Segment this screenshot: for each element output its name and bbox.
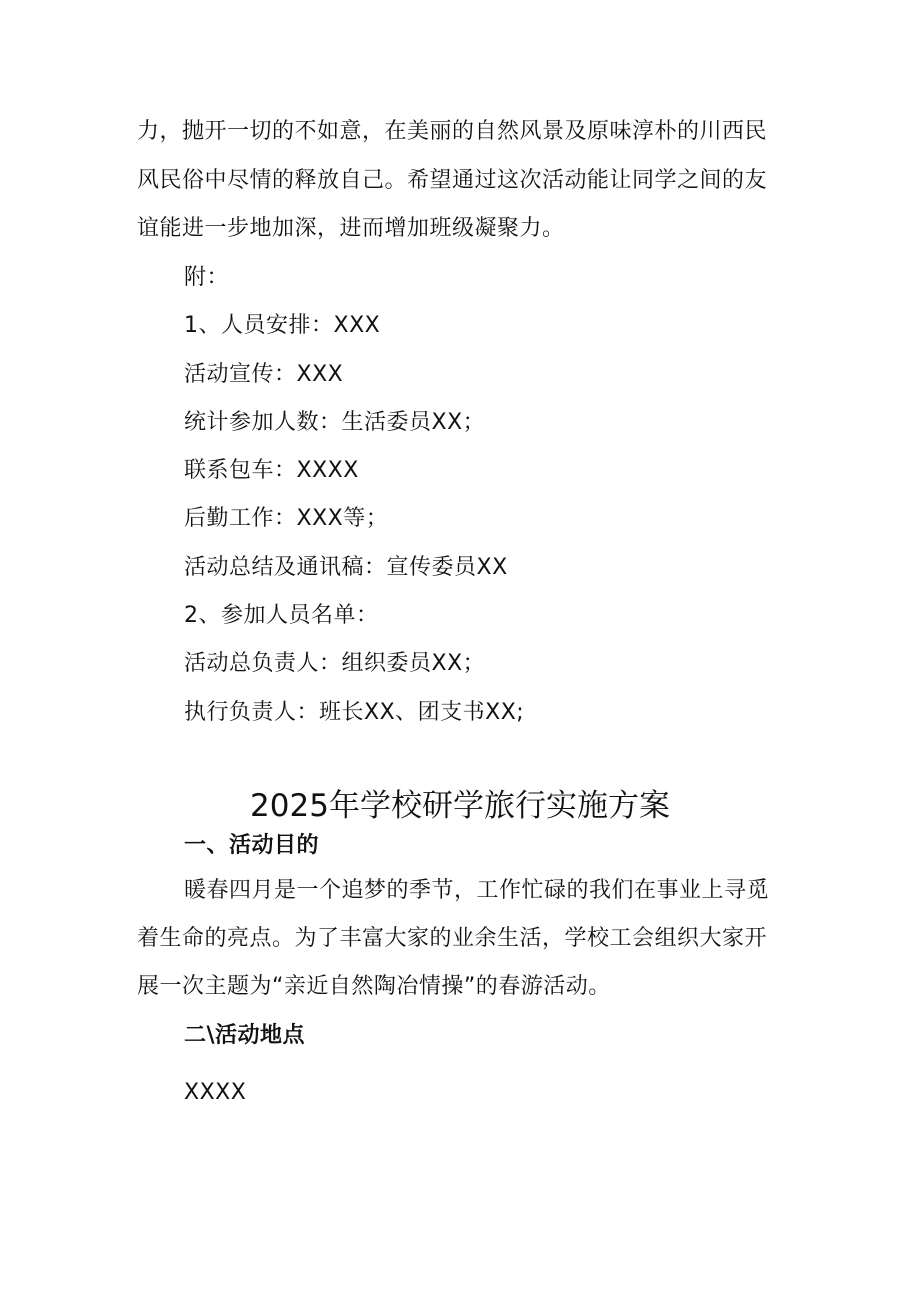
paragraph-line: 展一次主题为“亲近自然陶冶情操”的春游活动。 xyxy=(137,974,611,999)
paragraph-line: 风民俗中尽情的释放自己。希望通过这次活动能让同学之间的友 xyxy=(137,168,768,193)
location-value: XXXX xyxy=(184,1080,247,1105)
appendix-label: 附： xyxy=(184,265,230,290)
appendix-item: 统计参加人数：生活委员XX； xyxy=(184,410,486,435)
appendix-item: 执行负责人：班长XX、团支书XX; xyxy=(184,700,525,725)
appendix-item: 2、参加人员名单： xyxy=(184,603,379,628)
appendix-item: 1、人员安排：XXX xyxy=(184,313,381,338)
appendix-item: 活动总结及通讯稿：宣传委员XX xyxy=(184,555,508,580)
section-heading-purpose: 一、活动目的 xyxy=(184,833,320,858)
paragraph-line: 着生命的亮点。为了丰富大家的业余生活，学校工会组织大家开 xyxy=(137,926,768,951)
paragraph-line: 暖春四月是一个追梦的季节，工作忙碌的我们在事业上寻觅 xyxy=(184,878,770,903)
section-heading-location: 二\活动地点 xyxy=(184,1023,306,1048)
appendix-item: 后勤工作：XXX等； xyxy=(184,506,389,531)
appendix-item: 活动总负责人：组织委员XX； xyxy=(184,651,486,676)
document-title: 2025年学校研学旅行实施方案 xyxy=(250,788,670,824)
paragraph-line: 谊能进一步地加深，进而增加班级凝聚力。 xyxy=(137,216,565,241)
paragraph-line: 力，抛开一切的不如意，在美丽的自然风景及原味淳朴的川西民 xyxy=(137,119,768,144)
appendix-item: 活动宣传：XXX xyxy=(184,362,344,387)
appendix-item: 联系包车：XXXX xyxy=(184,458,359,483)
